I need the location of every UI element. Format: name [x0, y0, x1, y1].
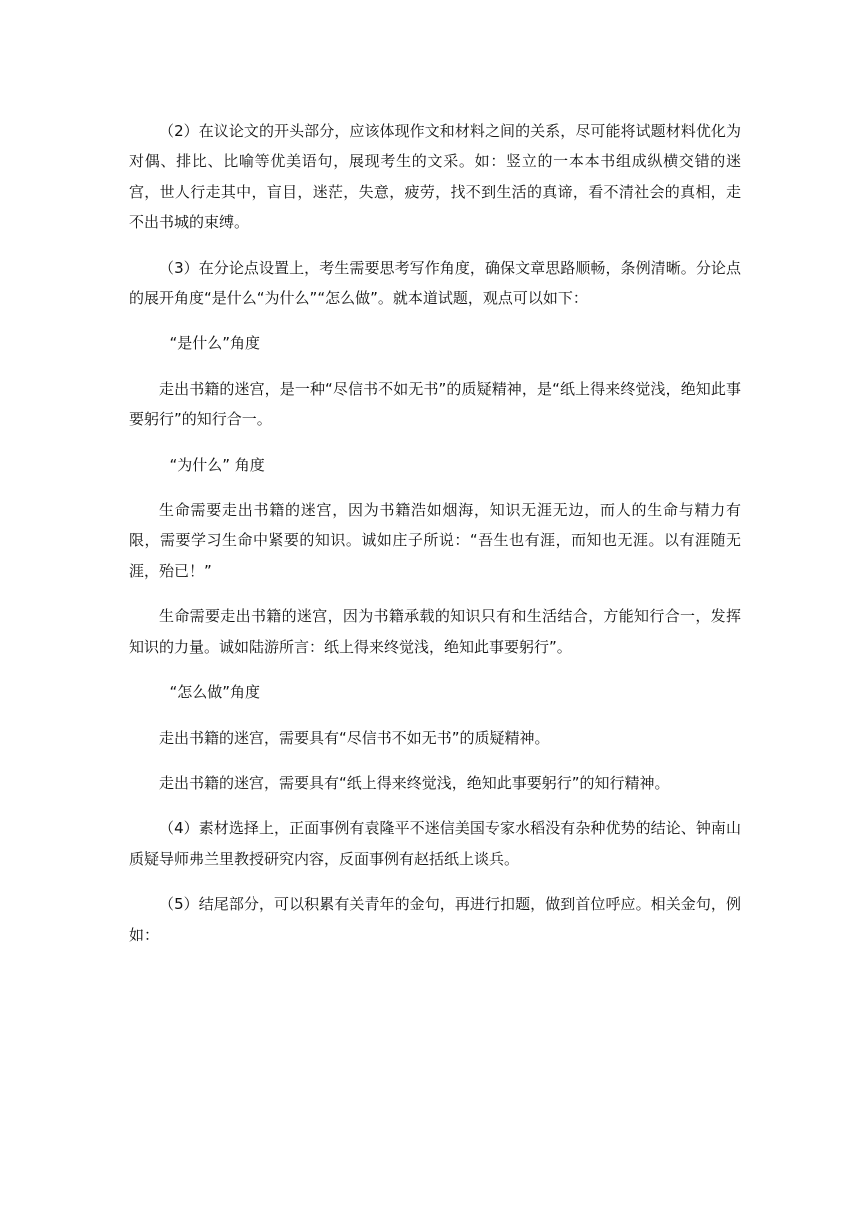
heading-what-angle: “是什么”角度 [169, 334, 261, 353]
heading-how-angle: “怎么做”角度 [169, 683, 261, 702]
paragraph-sub-argument-advice: （3）在分论点设置上，考生需要思考写作角度，确保文章思路顺畅，条例清晰。分论点的展开角度“是什么“为什么”“怎么做”。就本道试题，观点可以如下： [129, 258, 741, 308]
paragraph-opening-advice: （2）在议论文的开头部分，应该体现作文和材料之间的关系，尽可能将试题材料优化为对偶、排比、比喻等优美语句，展现考生的文采。如：竖立的一本本书组成纵横交错的迷宫，世人行走其中，盲目，迷茫，失意，疲劳，找不到生活的真谛，看不清社会的真相，走不出书城的束缚。 [129, 122, 741, 232]
paragraph-ending-advice: （5）结尾部分，可以积累有关青年的金句，再进行扣题，做到首位呼应。相关金句，例如： [129, 895, 741, 944]
document-body [129, 116, 741, 950]
paragraph-why-angle-2: 生命需要走出书籍的迷宫，因为书籍承载的知识只有和生活结合，方能知行合一，发挥知识的力量。诚如陆游所言：纸上得来终觉浅，绝知此事要躬行”。 [129, 607, 741, 656]
paragraph-material-selection: （4）素材选择上，正面事例有袁隆平不迷信美国专家水稻没有杂种优势的结论、钟南山质疑导师弗兰里教授研究内容，反面事例有赵括纸上谈兵。 [129, 819, 741, 868]
heading-why-angle: “为什么” 角度 [169, 455, 265, 474]
paragraph-how-angle-2: 走出书籍的迷宫，需要具有“纸上得来终觉浅，绝知此事要躬行”的知行精神。 [159, 773, 670, 792]
paragraph-why-angle-1: 生命需要走出书籍的迷宫，因为书籍浩如烟海，知识无涯无边，而人的生命与精力有限，需要学习生命中紧要的知识。诚如庄子所说：“吾生也有涯，而知也无涯。以有涯随无涯，殆已！” [129, 501, 741, 580]
paragraph-how-angle-1: 走出书籍的迷宫，需要具有“尽信书不如无书”的质疑精神。 [159, 728, 550, 747]
paragraph-what-angle: 走出书籍的迷宫，是一种“尽信书不如无书”的质疑精神，是“纸上得来终觉浅，绝知此事要躬行”的知行合一。 [129, 379, 741, 429]
